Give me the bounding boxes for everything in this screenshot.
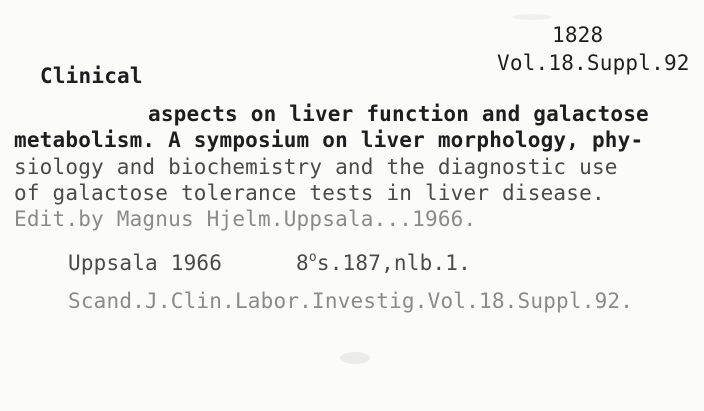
body-line-3: siology and biochemistry and the diagnostic use xyxy=(14,155,618,179)
volume-reference: Vol.18.Suppl.92 xyxy=(497,51,690,75)
series-statement: Scand.J.Clin.Labor.Investig.Vol.18.Suppl.92. xyxy=(68,289,634,313)
card-heading: Clinical xyxy=(40,64,143,88)
imprint-format: 8$^o$s.187,nlb.1. xyxy=(296,250,471,275)
body-line-5: Edit.by Magnus Hjelm.Uppsala...1966. xyxy=(14,207,477,231)
body-line-4: of galactose tolerance tests in liver disease. xyxy=(14,181,605,205)
card-number: 1828 xyxy=(552,23,604,47)
body-line-1: aspects on liver function and galactose xyxy=(148,102,649,126)
imprint-place-year: Uppsala 1966 xyxy=(68,251,223,275)
ink-smudge xyxy=(340,352,370,364)
body-line-2: metabolism. A symposium on liver morphology, phy- xyxy=(14,128,644,152)
ink-smudge-top xyxy=(512,14,552,20)
